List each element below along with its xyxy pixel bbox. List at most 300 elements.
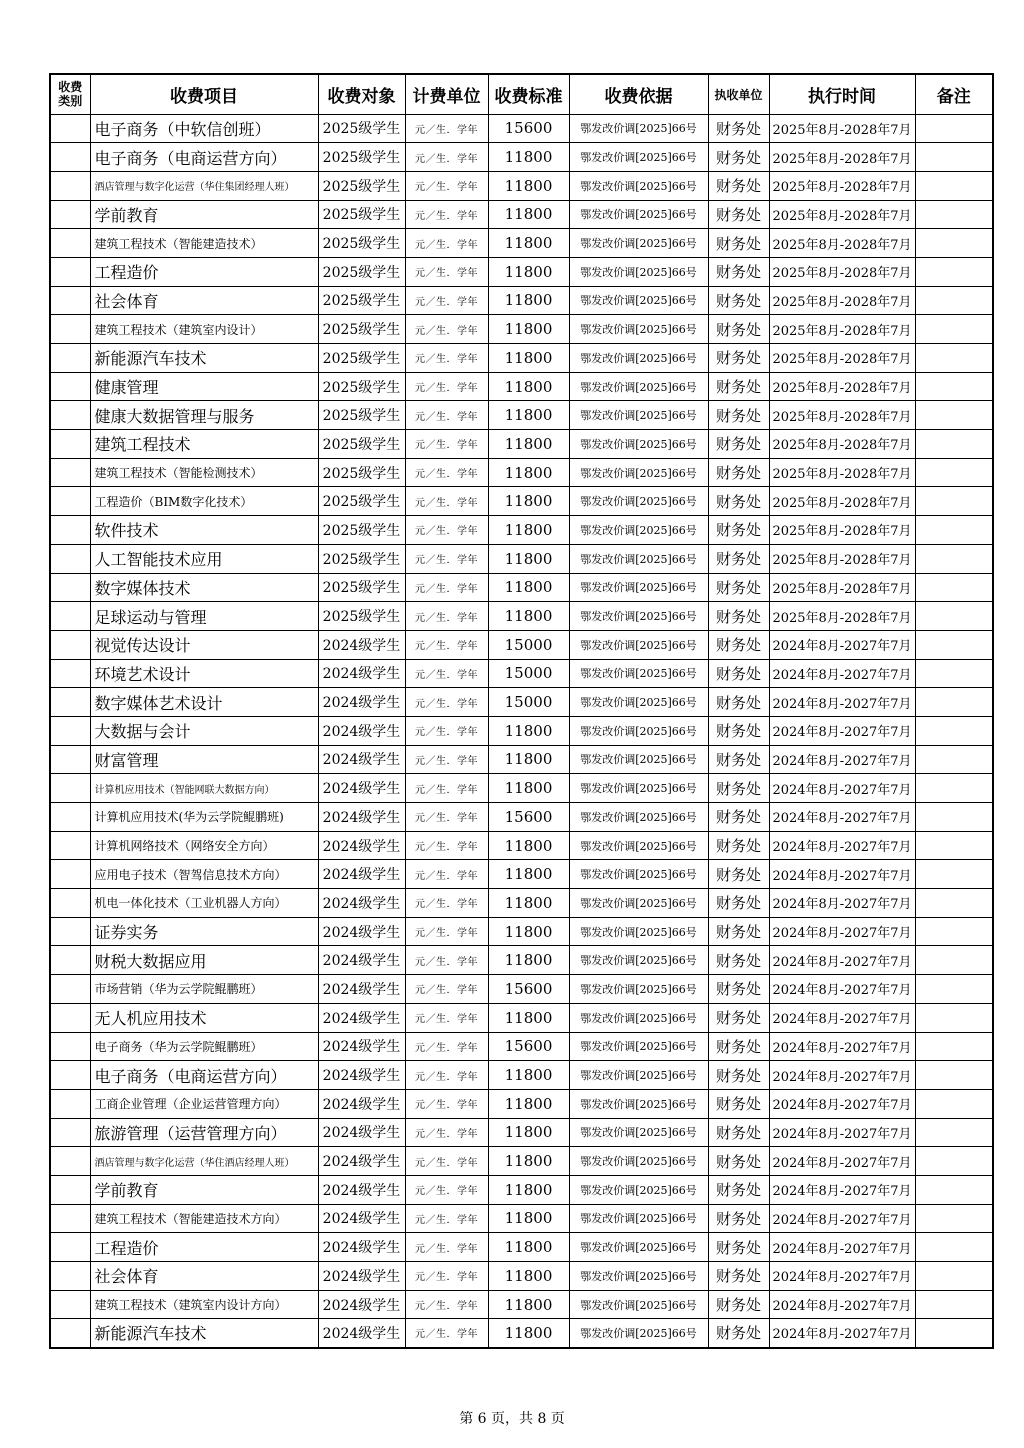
header-category	[50, 74, 90, 114]
target-cell: 2024级学生	[318, 889, 405, 918]
remark-cell	[915, 774, 993, 803]
header-standard: 收费标准	[488, 74, 569, 114]
remark-cell	[915, 573, 993, 602]
category-cell	[50, 1290, 90, 1319]
item-cell: 建筑工程技术（建筑室内设计方向）	[90, 1290, 318, 1319]
dept-cell: 财务处	[708, 286, 769, 315]
remark-cell	[915, 803, 993, 832]
dept-cell: 财务处	[708, 257, 769, 286]
target-cell: 2024级学生	[318, 630, 405, 659]
category-cell	[50, 1089, 90, 1118]
header-category-label: 收费类别	[58, 80, 83, 109]
table-row	[50, 917, 993, 946]
period-cell: 2024年8月-2027年7月	[769, 1089, 915, 1118]
header-remark: 备注	[915, 74, 993, 114]
category-cell	[50, 458, 90, 487]
category-cell	[50, 716, 90, 745]
remark-cell	[915, 1003, 993, 1032]
item-cell: 学前教育	[90, 200, 318, 229]
table-row	[50, 143, 993, 172]
target-cell: 2024级学生	[318, 946, 405, 975]
target-cell: 2024级学生	[318, 716, 405, 745]
remark-cell	[915, 1118, 993, 1147]
standard-cell: 15600	[488, 1032, 569, 1061]
item-cell: 环境艺术设计	[90, 659, 318, 688]
remark-cell	[915, 860, 993, 889]
item-cell: 足球运动与管理	[90, 602, 318, 631]
target-cell: 2024级学生	[318, 1290, 405, 1319]
dept-cell: 财务处	[708, 745, 769, 774]
period-cell: 2025年8月-2028年7月	[769, 544, 915, 573]
remark-cell	[915, 401, 993, 430]
basis-cell: 鄂发改价调[2025]66号	[569, 1262, 708, 1291]
category-cell	[50, 257, 90, 286]
unit-cell: 元／生．学年	[405, 487, 488, 516]
dept-cell: 财务处	[708, 1032, 769, 1061]
item-cell: 新能源汽车技术	[90, 1319, 318, 1348]
header-unit: 计费单位	[405, 74, 488, 114]
period-cell: 2025年8月-2028年7月	[769, 401, 915, 430]
standard-cell: 15000	[488, 630, 569, 659]
period-cell: 2024年8月-2027年7月	[769, 946, 915, 975]
period-cell: 2025年8月-2028年7月	[769, 257, 915, 286]
period-cell: 2025年8月-2028年7月	[769, 487, 915, 516]
target-cell: 2025级学生	[318, 516, 405, 545]
dept-cell: 财务处	[708, 401, 769, 430]
standard-cell: 15600	[488, 114, 569, 143]
remark-cell	[915, 889, 993, 918]
basis-cell: 鄂发改价调[2025]66号	[569, 917, 708, 946]
table-row	[50, 946, 993, 975]
dept-cell: 财务处	[708, 458, 769, 487]
category-cell	[50, 544, 90, 573]
item-cell: 无人机应用技术	[90, 1003, 318, 1032]
period-cell: 2025年8月-2028年7月	[769, 315, 915, 344]
basis-cell: 鄂发改价调[2025]66号	[569, 573, 708, 602]
standard-cell: 11800	[488, 171, 569, 200]
table-row	[50, 257, 993, 286]
remark-cell	[915, 458, 993, 487]
remark-cell	[915, 430, 993, 459]
table-row	[50, 516, 993, 545]
period-cell: 2024年8月-2027年7月	[769, 1204, 915, 1233]
target-cell: 2024级学生	[318, 1175, 405, 1204]
basis-cell: 鄂发改价调[2025]66号	[569, 458, 708, 487]
standard-cell: 11800	[488, 1290, 569, 1319]
standard-cell: 15000	[488, 688, 569, 717]
table-row	[50, 286, 993, 315]
remark-cell	[915, 1319, 993, 1348]
item-cell: 学前教育	[90, 1175, 318, 1204]
item-cell: 视觉传达设计	[90, 630, 318, 659]
item-cell: 建筑工程技术（建筑室内设计）	[90, 315, 318, 344]
category-cell	[50, 975, 90, 1004]
item-cell: 计算机应用技术（智能网联大数据方向）	[90, 774, 318, 803]
remark-cell	[915, 1175, 993, 1204]
unit-cell: 元／生．学年	[405, 516, 488, 545]
standard-cell: 11800	[488, 315, 569, 344]
remark-cell	[915, 946, 993, 975]
basis-cell: 鄂发改价调[2025]66号	[569, 487, 708, 516]
dept-cell: 财务处	[708, 372, 769, 401]
standard-cell: 11800	[488, 831, 569, 860]
category-cell	[50, 401, 90, 430]
remark-cell	[915, 257, 993, 286]
standard-cell: 11800	[488, 1175, 569, 1204]
target-cell: 2024级学生	[318, 659, 405, 688]
table-row	[50, 229, 993, 258]
category-cell	[50, 1319, 90, 1348]
target-cell: 2025级学生	[318, 200, 405, 229]
category-cell	[50, 114, 90, 143]
table-row	[50, 401, 993, 430]
basis-cell: 鄂发改价调[2025]66号	[569, 1061, 708, 1090]
dept-cell: 财务处	[708, 975, 769, 1004]
unit-cell: 元／生．学年	[405, 716, 488, 745]
category-cell	[50, 1262, 90, 1291]
standard-cell: 11800	[488, 917, 569, 946]
remark-cell	[915, 315, 993, 344]
item-cell: 数字媒体技术	[90, 573, 318, 602]
period-cell: 2025年8月-2028年7月	[769, 516, 915, 545]
basis-cell: 鄂发改价调[2025]66号	[569, 229, 708, 258]
table-row	[50, 889, 993, 918]
unit-cell: 元／生．学年	[405, 917, 488, 946]
target-cell: 2025级学生	[318, 602, 405, 631]
standard-cell: 11800	[488, 516, 569, 545]
standard-cell: 11800	[488, 889, 569, 918]
dept-cell: 财务处	[708, 803, 769, 832]
unit-cell: 元／生．学年	[405, 401, 488, 430]
target-cell: 2024级学生	[318, 1147, 405, 1176]
basis-cell: 鄂发改价调[2025]66号	[569, 1032, 708, 1061]
fee-table-body	[50, 114, 993, 1348]
unit-cell: 元／生．学年	[405, 229, 488, 258]
period-cell: 2024年8月-2027年7月	[769, 1118, 915, 1147]
unit-cell: 元／生．学年	[405, 1118, 488, 1147]
dept-cell: 财务处	[708, 229, 769, 258]
period-cell: 2024年8月-2027年7月	[769, 1147, 915, 1176]
period-cell: 2024年8月-2027年7月	[769, 831, 915, 860]
basis-cell: 鄂发改价调[2025]66号	[569, 630, 708, 659]
period-cell: 2024年8月-2027年7月	[769, 1262, 915, 1291]
dept-cell: 财务处	[708, 1175, 769, 1204]
category-cell	[50, 803, 90, 832]
remark-cell	[915, 143, 993, 172]
dept-cell: 财务处	[708, 1061, 769, 1090]
target-cell: 2024级学生	[318, 831, 405, 860]
table-row	[50, 315, 993, 344]
target-cell: 2025级学生	[318, 401, 405, 430]
basis-cell: 鄂发改价调[2025]66号	[569, 1290, 708, 1319]
period-cell: 2025年8月-2028年7月	[769, 171, 915, 200]
table-row	[50, 1032, 993, 1061]
dept-cell: 财务处	[708, 1233, 769, 1262]
target-cell: 2025级学生	[318, 487, 405, 516]
remark-cell	[915, 917, 993, 946]
basis-cell: 鄂发改价调[2025]66号	[569, 946, 708, 975]
item-cell: 酒店管理与数字化运营（华住集团经理人班）	[90, 171, 318, 200]
item-cell: 工程造价（BIM数字化技术）	[90, 487, 318, 516]
basis-cell: 鄂发改价调[2025]66号	[569, 716, 708, 745]
target-cell: 2024级学生	[318, 1032, 405, 1061]
period-cell: 2024年8月-2027年7月	[769, 1032, 915, 1061]
target-cell: 2024级学生	[318, 1262, 405, 1291]
table-row	[50, 458, 993, 487]
category-cell	[50, 831, 90, 860]
dept-cell: 财务处	[708, 659, 769, 688]
remark-cell	[915, 114, 993, 143]
item-cell: 社会体育	[90, 286, 318, 315]
unit-cell: 元／生．学年	[405, 688, 488, 717]
target-cell: 2024级学生	[318, 1233, 405, 1262]
standard-cell: 11800	[488, 1319, 569, 1348]
table-row	[50, 372, 993, 401]
standard-cell: 11800	[488, 200, 569, 229]
remark-cell	[915, 344, 993, 373]
item-cell: 电子商务（中软信创班）	[90, 114, 318, 143]
standard-cell: 11800	[488, 1061, 569, 1090]
unit-cell: 元／生．学年	[405, 257, 488, 286]
remark-cell	[915, 831, 993, 860]
target-cell: 2025级学生	[318, 315, 405, 344]
period-cell: 2024年8月-2027年7月	[769, 1290, 915, 1319]
category-cell	[50, 745, 90, 774]
period-cell: 2024年8月-2027年7月	[769, 803, 915, 832]
dept-cell: 财务处	[708, 200, 769, 229]
category-cell	[50, 516, 90, 545]
dept-cell: 财务处	[708, 774, 769, 803]
category-cell	[50, 229, 90, 258]
standard-cell: 11800	[488, 229, 569, 258]
target-cell: 2024级学生	[318, 745, 405, 774]
item-cell: 建筑工程技术（智能建造技术方向）	[90, 1204, 318, 1233]
dept-cell: 财务处	[708, 716, 769, 745]
table-row	[50, 1118, 993, 1147]
standard-cell: 11800	[488, 458, 569, 487]
dept-cell: 财务处	[708, 1118, 769, 1147]
category-cell	[50, 573, 90, 602]
target-cell: 2024级学生	[318, 774, 405, 803]
item-cell: 财富管理	[90, 745, 318, 774]
target-cell: 2025级学生	[318, 372, 405, 401]
basis-cell: 鄂发改价调[2025]66号	[569, 745, 708, 774]
category-cell	[50, 946, 90, 975]
unit-cell: 元／生．学年	[405, 889, 488, 918]
period-cell: 2025年8月-2028年7月	[769, 372, 915, 401]
item-cell: 工程造价	[90, 1233, 318, 1262]
basis-cell: 鄂发改价调[2025]66号	[569, 860, 708, 889]
standard-cell: 11800	[488, 946, 569, 975]
item-cell: 电子商务（电商运营方向）	[90, 1061, 318, 1090]
target-cell: 2025级学生	[318, 573, 405, 602]
table-row	[50, 602, 993, 631]
category-cell	[50, 860, 90, 889]
category-cell	[50, 1032, 90, 1061]
header-item: 收费项目	[90, 74, 318, 114]
table-row	[50, 430, 993, 459]
table-row	[50, 975, 993, 1004]
dept-cell: 财务处	[708, 143, 769, 172]
basis-cell: 鄂发改价调[2025]66号	[569, 688, 708, 717]
header-period: 执行时间	[769, 74, 915, 114]
dept-cell: 财务处	[708, 516, 769, 545]
period-cell: 2025年8月-2028年7月	[769, 114, 915, 143]
basis-cell: 鄂发改价调[2025]66号	[569, 143, 708, 172]
dept-cell: 财务处	[708, 1089, 769, 1118]
dept-cell: 财务处	[708, 688, 769, 717]
unit-cell: 元／生．学年	[405, 1290, 488, 1319]
period-cell: 2025年8月-2028年7月	[769, 286, 915, 315]
category-cell	[50, 1147, 90, 1176]
item-cell: 大数据与会计	[90, 716, 318, 745]
category-cell	[50, 602, 90, 631]
dept-cell: 财务处	[708, 889, 769, 918]
dept-cell: 财务处	[708, 487, 769, 516]
table-row	[50, 803, 993, 832]
table-row	[50, 1003, 993, 1032]
standard-cell: 11800	[488, 143, 569, 172]
period-cell: 2024年8月-2027年7月	[769, 1175, 915, 1204]
unit-cell: 元／生．学年	[405, 1233, 488, 1262]
item-cell: 新能源汽车技术	[90, 344, 318, 373]
category-cell	[50, 917, 90, 946]
dept-cell: 财务处	[708, 946, 769, 975]
standard-cell: 11800	[488, 774, 569, 803]
standard-cell: 11800	[488, 602, 569, 631]
unit-cell: 元／生．学年	[405, 458, 488, 487]
header-basis: 收费依据	[569, 74, 708, 114]
basis-cell: 鄂发改价调[2025]66号	[569, 1319, 708, 1348]
target-cell: 2024级学生	[318, 1089, 405, 1118]
remark-cell	[915, 229, 993, 258]
target-cell: 2024级学生	[318, 917, 405, 946]
unit-cell: 元／生．学年	[405, 315, 488, 344]
target-cell: 2024级学生	[318, 1061, 405, 1090]
remark-cell	[915, 1061, 993, 1090]
basis-cell: 鄂发改价调[2025]66号	[569, 286, 708, 315]
fee-table	[49, 73, 994, 1349]
basis-cell: 鄂发改价调[2025]66号	[569, 602, 708, 631]
table-row	[50, 1319, 993, 1348]
remark-cell	[915, 659, 993, 688]
item-cell: 建筑工程技术（智能检测技术）	[90, 458, 318, 487]
period-cell: 2024年8月-2027年7月	[769, 889, 915, 918]
category-cell	[50, 659, 90, 688]
basis-cell: 鄂发改价调[2025]66号	[569, 1003, 708, 1032]
basis-cell: 鄂发改价调[2025]66号	[569, 257, 708, 286]
unit-cell: 元／生．学年	[405, 602, 488, 631]
target-cell: 2024级学生	[318, 860, 405, 889]
basis-cell: 鄂发改价调[2025]66号	[569, 1175, 708, 1204]
dept-cell: 财务处	[708, 344, 769, 373]
item-cell: 健康管理	[90, 372, 318, 401]
unit-cell: 元／生．学年	[405, 946, 488, 975]
standard-cell: 11800	[488, 544, 569, 573]
basis-cell: 鄂发改价调[2025]66号	[569, 774, 708, 803]
target-cell: 2025级学生	[318, 229, 405, 258]
basis-cell: 鄂发改价调[2025]66号	[569, 114, 708, 143]
dept-cell: 财务处	[708, 860, 769, 889]
dept-cell: 财务处	[708, 1262, 769, 1291]
dept-cell: 财务处	[708, 1290, 769, 1319]
dept-cell: 财务处	[708, 573, 769, 602]
remark-cell	[915, 975, 993, 1004]
basis-cell: 鄂发改价调[2025]66号	[569, 516, 708, 545]
item-cell: 软件技术	[90, 516, 318, 545]
basis-cell: 鄂发改价调[2025]66号	[569, 171, 708, 200]
remark-cell	[915, 688, 993, 717]
table-row	[50, 831, 993, 860]
unit-cell: 元／生．学年	[405, 1003, 488, 1032]
target-cell: 2025级学生	[318, 544, 405, 573]
unit-cell: 元／生．学年	[405, 114, 488, 143]
standard-cell: 11800	[488, 286, 569, 315]
unit-cell: 元／生．学年	[405, 1204, 488, 1233]
remark-cell	[915, 516, 993, 545]
item-cell: 酒店管理与数字化运营（华住酒店经理人班）	[90, 1147, 318, 1176]
dept-cell: 财务处	[708, 917, 769, 946]
category-cell	[50, 487, 90, 516]
standard-cell: 11800	[488, 745, 569, 774]
item-cell: 电子商务（电商运营方向）	[90, 143, 318, 172]
table-row	[50, 659, 993, 688]
dept-cell: 财务处	[708, 544, 769, 573]
remark-cell	[915, 1089, 993, 1118]
target-cell: 2024级学生	[318, 1319, 405, 1348]
unit-cell: 元／生．学年	[405, 544, 488, 573]
target-cell: 2025级学生	[318, 286, 405, 315]
unit-cell: 元／生．学年	[405, 1089, 488, 1118]
item-cell: 应用电子技术（智驾信息技术方向）	[90, 860, 318, 889]
basis-cell: 鄂发改价调[2025]66号	[569, 372, 708, 401]
basis-cell: 鄂发改价调[2025]66号	[569, 315, 708, 344]
standard-cell: 11800	[488, 1233, 569, 1262]
standard-cell: 15600	[488, 975, 569, 1004]
table-row	[50, 487, 993, 516]
target-cell: 2025级学生	[318, 458, 405, 487]
remark-cell	[915, 286, 993, 315]
target-cell: 2024级学生	[318, 1003, 405, 1032]
unit-cell: 元／生．学年	[405, 200, 488, 229]
standard-cell: 11800	[488, 257, 569, 286]
target-cell: 2024级学生	[318, 803, 405, 832]
category-cell	[50, 286, 90, 315]
table-row	[50, 1204, 993, 1233]
standard-cell: 11800	[488, 1089, 569, 1118]
basis-cell: 鄂发改价调[2025]66号	[569, 344, 708, 373]
dept-cell: 财务处	[708, 630, 769, 659]
basis-cell: 鄂发改价调[2025]66号	[569, 1204, 708, 1233]
item-cell: 数字媒体艺术设计	[90, 688, 318, 717]
unit-cell: 元／生．学年	[405, 573, 488, 602]
standard-cell: 11800	[488, 487, 569, 516]
period-cell: 2024年8月-2027年7月	[769, 688, 915, 717]
item-cell: 证券实务	[90, 917, 318, 946]
unit-cell: 元／生．学年	[405, 430, 488, 459]
item-cell: 市场营销（华为云学院鲲鹏班）	[90, 975, 318, 1004]
unit-cell: 元／生．学年	[405, 372, 488, 401]
period-cell: 2025年8月-2028年7月	[769, 573, 915, 602]
item-cell: 电子商务（华为云学院鲲鹏班）	[90, 1032, 318, 1061]
period-cell: 2024年8月-2027年7月	[769, 917, 915, 946]
unit-cell: 元／生．学年	[405, 860, 488, 889]
standard-cell: 11800	[488, 1262, 569, 1291]
target-cell: 2025级学生	[318, 171, 405, 200]
table-row	[50, 573, 993, 602]
page-footer: 第 6 页，共 8 页	[459, 1411, 565, 1427]
category-cell	[50, 688, 90, 717]
